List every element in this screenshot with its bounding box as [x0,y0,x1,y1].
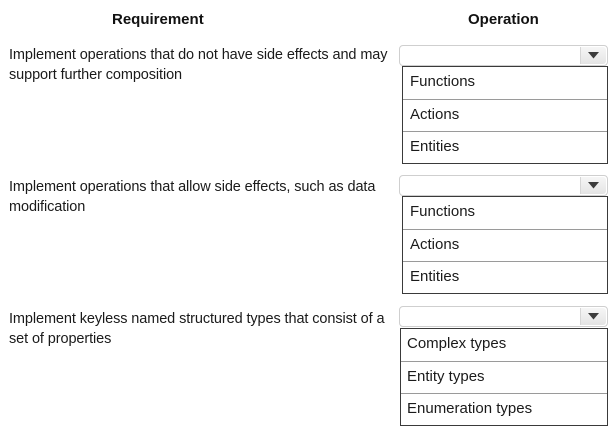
operation-dropdown-1[interactable] [399,45,608,66]
requirement-text-3: Implement keyless named structured types that consist of a set of properties [9,311,385,347]
operation-dropdown-3[interactable] [399,306,608,327]
option-actions[interactable]: Actions [403,99,607,131]
option-enumeration-types[interactable]: Enumeration types [401,393,607,425]
chevron-down-icon [588,52,599,59]
option-entities[interactable]: Entities [403,261,607,293]
chevron-down-icon [588,182,599,189]
dropdown-options-1 [402,66,608,164]
option-actions[interactable]: Actions [403,229,607,261]
dropdown-button-2[interactable] [580,177,606,194]
requirement-column-header: Requirement [112,11,204,28]
option-entity-types[interactable]: Entity types [401,361,607,393]
operation-column-header: Operation [468,11,539,28]
option-functions[interactable]: Functions [410,203,476,220]
chevron-down-icon [588,313,599,320]
requirement-text-2: Implement operations that allow side effects, such as data modification [9,179,376,215]
operation-dropdown-2[interactable] [399,175,608,196]
option-entities[interactable]: Entities [403,131,607,163]
dropdown-options-2 [402,196,608,294]
dropdown-button-3[interactable] [580,308,606,325]
dropdown-button-1[interactable] [580,47,606,64]
option-complex-types[interactable]: Complex types [407,335,507,352]
option-functions[interactable]: Functions [410,73,476,90]
dropdown-options-3 [400,328,608,426]
requirement-text-1: Implement operations that do not have side effects and may support further composition [9,47,388,83]
